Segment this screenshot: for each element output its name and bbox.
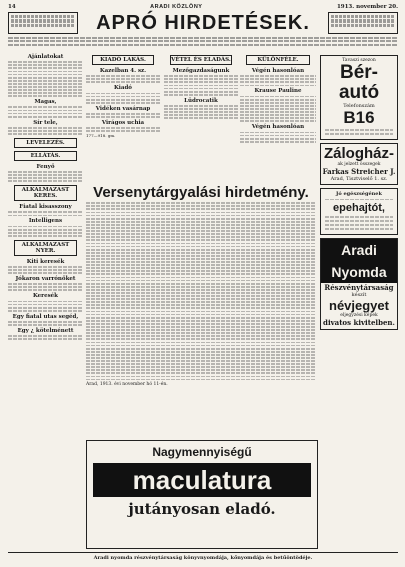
section-box: LEVELEZÉS. (14, 138, 77, 148)
page-number: 14 (8, 4, 16, 10)
heading: Intelligens (28, 218, 63, 225)
notice-title: Versenytárgyalási hirdetmény. (93, 184, 309, 201)
classifieds-banner (8, 12, 398, 34)
banner-right-box (328, 12, 398, 34)
ad-text: készít (351, 291, 367, 298)
issue-date: 1913. november 20. (336, 4, 398, 10)
ad-small: eljegyzési képek (340, 312, 378, 318)
maculatura-ad (86, 440, 318, 549)
ad-address: Arad, Tisztviselő 1. sz. (330, 175, 388, 182)
ad-heading: Jó egészségének (336, 190, 382, 197)
ad-phone: B16 (343, 108, 375, 127)
heading: Kiadó (114, 85, 132, 92)
ad-name: Farkas Streicher J. (322, 166, 396, 176)
heading: Ajánlatokat (27, 54, 64, 60)
ad-title: epehajtót, (333, 202, 385, 215)
heading: Jókaron varrónőket (15, 276, 76, 282)
section-box: ELLÁTÁS. (14, 151, 77, 161)
tender-notice (86, 184, 316, 387)
banner-left-box (8, 12, 78, 34)
column-4 (240, 52, 316, 144)
column-1 (8, 52, 83, 341)
classifieds-title: APRÓ HIRDETÉSEK. (96, 12, 310, 34)
ad-title-2: névjegyet (329, 297, 389, 313)
ad-last: divatos kivitelben. (323, 317, 395, 327)
section-box: ALKALMAZAST NYER. (14, 240, 77, 256)
heading: Lüdrocatik (184, 97, 218, 104)
pawnshop-ad (320, 143, 398, 185)
heading: Magas, (34, 99, 57, 106)
column-5 (320, 52, 398, 333)
page-footer: Aradi nyomda részvénytársaság könyvnyomdája, kőnyomdája és betűöntödéje. (8, 552, 398, 561)
heading: Krause Pauline (254, 88, 302, 95)
heading: Fiatal kisasszony (19, 204, 72, 211)
section-box: VÉTEL ÉS ELADÁS. (171, 57, 231, 63)
heading: Kazelban 4. sz. (99, 68, 147, 74)
heading: Fenyő (36, 163, 55, 170)
heading: Sír tele, (33, 119, 58, 126)
print-shop-ad (320, 238, 398, 330)
reference-number: 177—918. gm. (86, 133, 116, 139)
ad-subtitle: Részvénytársaság (324, 282, 394, 292)
car-rental-ad (320, 55, 398, 140)
heading: Keresék (33, 293, 58, 300)
remedy-ad (320, 188, 398, 235)
ad-title: Aradi Nyomda (321, 239, 397, 283)
heading: Vidéken vasárnap (95, 105, 151, 112)
ad-line-1: Nagymennyiségű (152, 445, 252, 459)
ad-heading: Tavaszi szezon (342, 58, 376, 63)
ad-subtitle: ak jelzett összegek (337, 161, 381, 167)
ad-subtitle: Telefonszám (343, 103, 375, 109)
column-2 (86, 52, 160, 138)
heading: Végén hasonlóan (251, 68, 305, 74)
ad-title: Zálogház- (324, 144, 394, 162)
notice-date: Arad, 1913. évi november hó 11-én. (86, 381, 168, 387)
section-box: KÜLÖNFÉLE. (246, 55, 310, 65)
ad-line-2: maculatura (93, 463, 311, 497)
heading: Mezőgazdaságunk (172, 68, 230, 74)
intro-text (8, 36, 398, 50)
column-3 (164, 52, 238, 120)
heading: Virágos uchia (101, 119, 145, 126)
page-header (8, 4, 398, 11)
heading: Végén hasonlóan (251, 124, 305, 131)
heading: Egy ¿ kötelménett (17, 327, 74, 334)
section-box: ALKALMAZAST KERES. (14, 185, 77, 201)
section-box: KIADÓ LAKÁS. (92, 55, 154, 65)
heading: Kiti keresék (26, 258, 65, 265)
ad-line-3: jutányosan eladó. (128, 500, 276, 518)
heading: Egy fiatal utas segéd, (12, 313, 79, 320)
ad-title: Bér-autó (338, 62, 380, 103)
masthead: ARADI KÖZLÖNY (150, 4, 203, 10)
